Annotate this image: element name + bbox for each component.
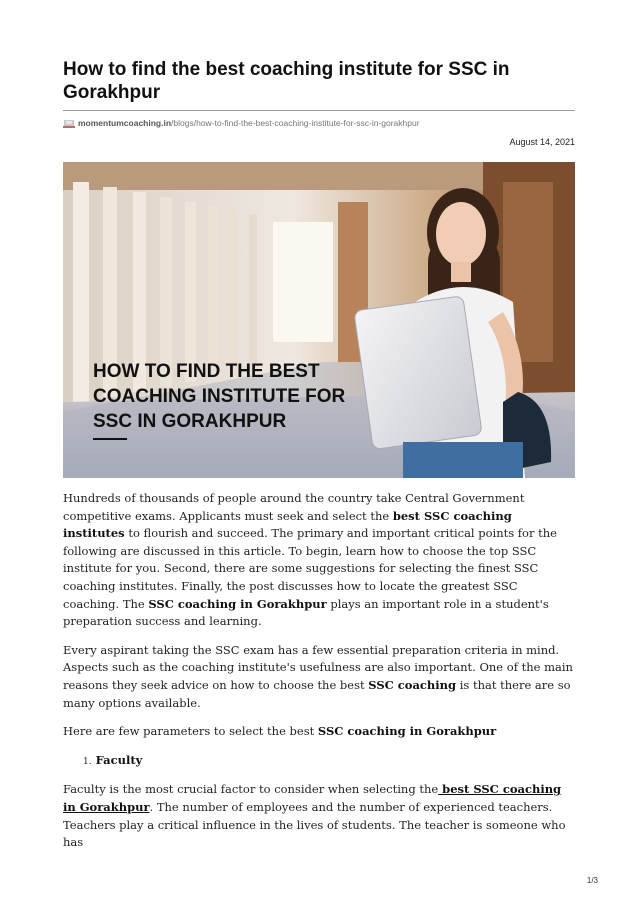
hero-illustration bbox=[63, 162, 575, 478]
hero-overlay-line-3: SSC IN GORAKHPUR bbox=[93, 411, 287, 432]
page-number: 1/3 bbox=[586, 876, 598, 885]
p4-text-a: Faculty is the most crucial factor to consider when selecting the bbox=[63, 782, 439, 797]
p3-text-a: Here are few parameters to select the best bbox=[63, 724, 318, 739]
p3-bold: SSC coaching in Gorakhpur bbox=[317, 724, 497, 739]
p1-text-d: plays an important role in a student's preparation success and learning. bbox=[63, 596, 549, 629]
p2-bold: SSC coaching bbox=[368, 677, 457, 692]
title-divider bbox=[63, 110, 575, 111]
numbered-list bbox=[63, 752, 575, 772]
paragraph-2 bbox=[63, 642, 575, 712]
hero-overlay-line-2: COACHING INSTITUTE FOR bbox=[93, 386, 346, 407]
list-item-label: Faculty bbox=[95, 752, 143, 767]
article-body bbox=[63, 490, 575, 863]
page-title: How to find the best coaching institute for SSC in Gorakhpur bbox=[63, 59, 510, 103]
list-item-number: 1. bbox=[83, 756, 92, 767]
paragraph-1 bbox=[63, 490, 575, 631]
hero-image bbox=[63, 162, 575, 478]
site-favicon-icon bbox=[63, 119, 75, 129]
p1-text-c: to flourish and succeed. The primary and important critical points for the following are discussed in this article. To begin, learn how to choose the top SSC institute for you. Second, there are some suggestions for selecting the finest SSC coaching institutes. Finally, the post discusses how to locate the greatest SSC coaching. The bbox=[63, 526, 557, 611]
paragraph-3 bbox=[63, 723, 575, 741]
list-item bbox=[83, 752, 575, 772]
source-domain[interactable]: momentumcoaching.in bbox=[78, 118, 172, 128]
p4-link[interactable]: best SSC coaching in Gorakhpur bbox=[63, 782, 562, 814]
p2-text-c: is that there are so many options available. bbox=[63, 677, 571, 710]
paragraph-4 bbox=[63, 781, 575, 851]
source-path[interactable]: /blogs/how-to-find-the-best-coaching-institute-for-ssc-in-gorakhpur bbox=[171, 118, 420, 128]
p1-text-a: Hundreds of thousands of people around the country take Central Government competitive exams. Applicants must seek and select the bbox=[63, 491, 525, 523]
p1-bold-2: SSC coaching in Gorakhpur bbox=[148, 596, 327, 611]
hero-overlay-line-1: HOW TO FIND THE BEST bbox=[93, 361, 320, 382]
hero-overlay-underline bbox=[93, 438, 127, 440]
source-line bbox=[63, 116, 575, 130]
p4-text-c: . The number of employees and the number of experienced teachers. Teachers play a critical influence in the lives of students. The teacher is someone who has bbox=[63, 799, 566, 850]
p2-text-a: Every aspirant taking the SSC exam has a few essential preparation criteria in mind. Aspects such as the coaching institute's usefulness are also important. One of the main reasons they seek advice on how to choose the best bbox=[63, 642, 573, 692]
publish-date: August 14, 2021 bbox=[509, 137, 575, 147]
p1-bold-1: best SSC coaching institutes bbox=[63, 508, 512, 541]
